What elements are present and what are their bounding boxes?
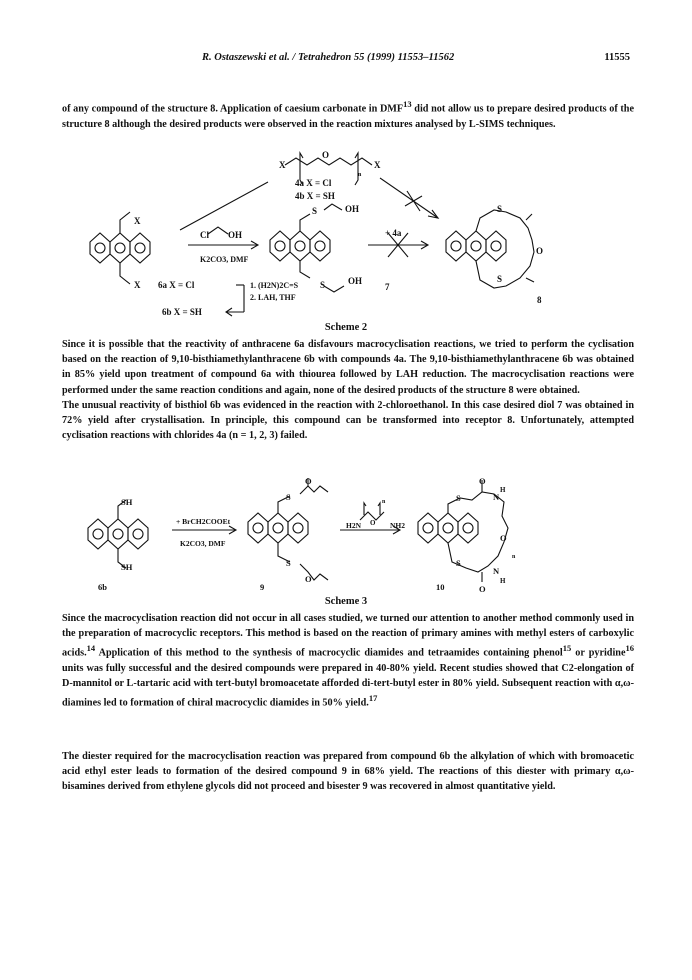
label-o-10-bottom: O [479,584,486,594]
label-s-9-top: S [286,492,291,502]
scheme-2-figure [0,148,692,348]
citation-17: 17 [368,693,378,704]
label-compound-7: 7 [385,282,390,292]
para4-text: The diester required for the macrocyclisation reaction was prepared from compound 6b the alkylation of which with bromoacetic acid ethyl ester leads to formation of the desired compound 9 in 68% yield. The reactions of this diester with primary α,ω-bisamines derived from ethylene glycols did not proceed and bisester 9 was recovered in almost quantitative yield. [62,751,634,793]
label-s-9-bottom: S [286,558,291,568]
citation-16: 16 [625,643,634,654]
label-n-10-top: N [493,492,500,502]
label-6b: 6b X = SH [162,307,202,317]
para1-text-a: of any compound of the structure 8. Application of caesium carbonate in DMF [62,103,404,115]
label-x-right: X [374,160,381,170]
label-s-lower: S [320,280,326,290]
label-s-10-bottom: S [456,558,461,568]
label-step1: 1. (H2N)2C=S [250,281,299,290]
label-o-9-bottom: O [305,574,312,584]
running-head: R. Ostaszewski et al. / Tetrahedron 55 (1999) 11553–11562 [202,52,455,63]
scheme-2-caption: Scheme 2 [324,322,368,333]
label-plus-4a: + 4a [385,228,402,238]
label-compound-10: 10 [436,582,445,592]
scheme-3-caption: Scheme 3 [324,596,368,607]
label-o-diamine: O [370,519,376,527]
label-h-10-top: H [500,486,506,494]
label-x-left: X [134,216,141,226]
label-s-10-top: S [456,493,461,503]
para2-text-b: The unusual reactivity of bisthiol 6b was evidenced in the reaction with 2-chloroethanol. In this case desired diol 7 was obtained in 72% yield after crystallisation. In principle, this compound can be transformed into receptor 8. Unfortunately, attempted cyclisation reactions with chlorides 4a (n = 1, 2, 3) failed. [62,399,634,442]
label-o-10-top: O [479,478,486,486]
label-n: n [358,172,362,178]
label-k2co3-dmf: K2CO3, DMF [180,539,226,548]
label-n-10-bottom: N [493,566,500,576]
label-o-9-top: O [305,478,312,486]
label-s-macro-bottom: S [497,274,503,284]
running-header [62,52,632,66]
para3-text-a: Since the macrocyclisation reaction did not occur in all cases studied, we turned our attention to another method commonly used in the preparation of macrocyclic receptors. This method is based on the reaction of primary amines with methyl esters of carboxylic acids. [62,613,634,659]
label-oh-upper: OH [345,204,360,214]
label-oh: OH [228,230,243,240]
paragraph-1 [62,97,634,132]
paragraph-3 [62,611,634,711]
label-compound-9: 9 [260,582,265,592]
label-6a: 6a X = Cl [158,280,195,290]
label-x-top: X [279,160,286,170]
label-s-upper: S [312,206,318,216]
label-o: O [322,150,330,160]
label-k2co3: K2CO3, DMF [200,255,249,264]
paragraph-4 [62,749,634,795]
label-n-10: n [512,554,516,560]
para2-text-a: Since it is possible that the reactivity of anthracene 6a disfavours macrocyclisation reactions, we tried to perform the cyclisation based on the reaction of 9,10-bisthiamethylanthracene 6b with compounds 4a. The 9,10-bisthiamethylanthracene 6b was obtained in 85% yield upon treatment of compound 6a with thiourea followed by LAH reduction. The macrocyclisation reactions were performed under the same reaction conditions and again, none of the desired products of the structure 8 were obtained. [62,339,634,396]
label-o-macro: O [536,246,544,256]
label-o-10-ring: O [500,533,507,543]
label-4a: 4a X = Cl [295,178,332,188]
page-number: 11555 [604,52,630,63]
label-cl: Cl [200,230,209,240]
para3-text-d: units was fully successful and the desired compounds were prepared in 40-80% yield. Recent studies showed that C2-elongation of D-mannitol or L-tartaric acid with tert-butyl bromoacetate afforded di-tert-butyl ester in 80% yield. Subsequent reaction with α,ω-diamines led to formation of chiral macrocyclic diamides in 50% yield. [62,663,634,709]
label-4b: 4b X = SH [295,191,335,201]
label-step2: 2. LAH, THF [250,293,296,302]
label-s-macro-top: S [497,204,503,214]
citation-14: 14 [86,643,96,654]
citation-13: 13 [403,99,412,109]
label-n-diamine: n [382,499,386,505]
label-oh-lower: OH [348,276,363,286]
label-compound-6b: 6b [98,582,107,592]
para3-text-b: Application of this method to the synthesis of macrocyclic diamides and tetraamides containing phenol [95,647,563,659]
para3-text-c: or pyridine [571,647,626,659]
label-x-bottom: X [134,280,141,290]
label-sh-bottom: SH [121,562,133,572]
label-h-10-bottom: H [500,577,506,585]
citation-15: 15 [562,643,572,654]
label-bromoacetate: + BrCH2COOEt [176,517,231,526]
para1-text-b: did not allow us to prepare desired products of the structure 8 although the desired products were observed in the reaction mixtures analysed by L-SIMS techniques. [62,103,634,130]
label-nh2: NH2 [390,521,405,530]
label-h2n: H2N [346,521,361,530]
label-sh-top: SH [121,497,133,507]
label-compound-8: 8 [537,295,542,305]
paragraph-2 [62,337,634,443]
scheme-3-figure [0,478,692,596]
